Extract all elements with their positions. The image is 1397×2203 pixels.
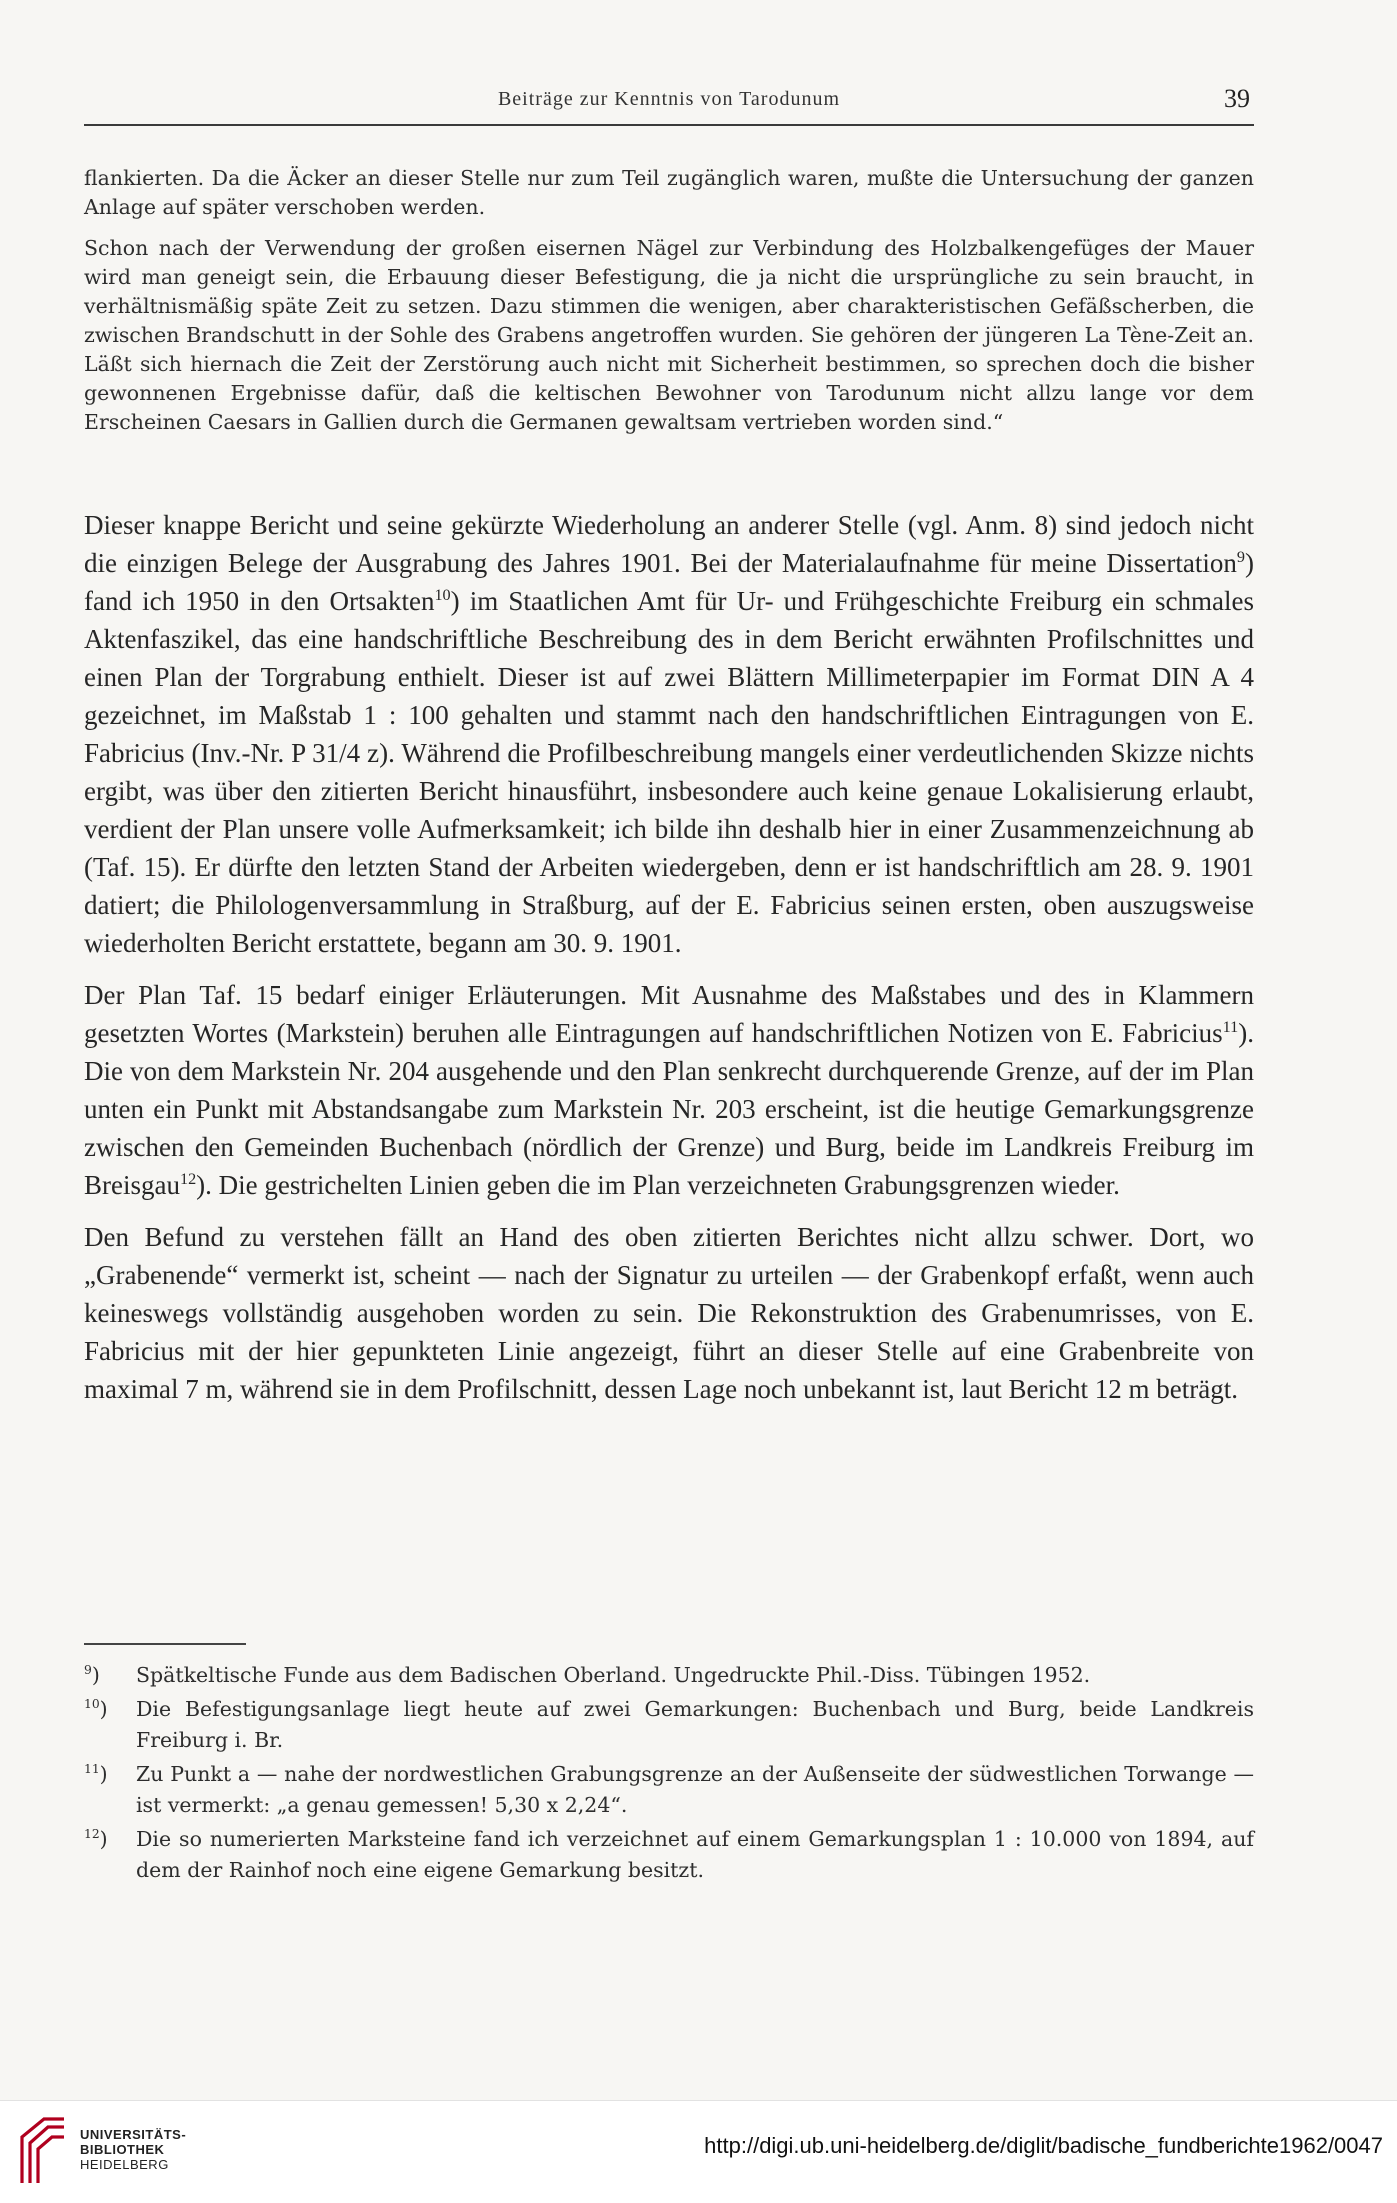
- body-text-run: Der Plan Taf. 15 bedarf einiger Erläuterungen. Mit Ausnahme des Maßstabes und des in Klammern gesetzten Wortes (Markstein) beruhen alle Eintragungen auf handschriftlichen Notizen von E. Fabricius: [84, 980, 1254, 1048]
- footnote-ref-9[interactable]: 9: [1236, 548, 1245, 566]
- footnote-text: Die Befestigungsanlage liegt heute auf zwei Gemarkungen: Buchenbach und Burg, beide Landkreis Freiburg i. Br.: [136, 1697, 1254, 1752]
- library-name-line: HEIDELBERG: [80, 2157, 169, 2172]
- body-text-run: ). Die von dem Markstein Nr. 204 ausgehende und den Plan senkrecht durchquerende Grenze, auf der im Plan unten ein Punkt mit Abstandsangabe zum Markstein Nr. 203 erscheint, ist die heutige Gemarkungsgrenze zwischen den Gemeinden Buchenbach (nördlich der Grenze) und Burg, beide im Landkreis Freiburg im Breisgau: [84, 1018, 1254, 1200]
- body-text-run: ). Die gestrichelten Linien geben die im Plan verzeichneten Grabungsgrenzen wieder.: [196, 1170, 1120, 1200]
- body-text-run: ) fand ich 1950 in den Ortsakten: [84, 548, 1254, 616]
- library-footer: [0, 2100, 1397, 2203]
- library-name: [80, 2127, 186, 2172]
- footnote-marker: $^{10}$): [84, 1697, 108, 1721]
- body-paragraph-1: [84, 506, 1254, 962]
- source-url-link[interactable]: http://digi.ub.uni-heidelberg.de/diglit/badische_fundberichte1962/0047: [704, 2133, 1383, 2158]
- library-logo-icon[interactable]: [18, 2115, 68, 2187]
- running-title: Beiträge zur Kenntnis von Tarodunum: [497, 88, 841, 110]
- main-text: [84, 506, 1254, 1422]
- footnote: [84, 1759, 1254, 1821]
- footnote-ref-12[interactable]: 12: [179, 1170, 197, 1188]
- footnote-marker: $^9$): [84, 1663, 100, 1687]
- body-paragraph-2: [84, 976, 1254, 1204]
- footnote-marker: $^{11}$): [84, 1762, 108, 1786]
- footnote: [84, 1660, 1254, 1691]
- quote-paragraph-2: Schon nach der Verwendung der großen eisernen Nägel zur Verbindung des Holzbalkengefüges der Mauer wird man geneigt sein, die Erbauung dieser Befestigung, die ja nicht die ursprüngliche zu sein braucht, in verhältnismäßig späte Zeit zu setzen. Dazu stimmen die wenigen, aber charakteristischen Gefäßscherben, die zwischen Brandschutt in der Sohle des Grabens angetroffen wurden. Sie gehören der jüngeren La Tène-Zeit an. Läßt sich hiernach die Zeit der Zerstörung auch nicht mit Sicherheit bestimmen, so sprechen doch die bisher gewonnenen Ergebnisse dafür, daß die keltischen Bewohner von Tarodunum nicht allzu lange vor dem Erscheinen Caesars in Gallien durch die Germanen gewaltsam vertrieben worden sind.“: [84, 236, 1254, 434]
- quote-paragraph-1: flankierten. Da die Äcker an dieser Stelle nur zum Teil zugänglich waren, mußte die Untersuchung der ganzen Anlage auf später verschoben werden.: [84, 166, 1254, 219]
- footnote: [84, 1694, 1254, 1756]
- footnote-divider: [84, 1643, 246, 1645]
- footnote: [84, 1824, 1254, 1886]
- running-head: [84, 80, 1254, 126]
- footnote-text: Zu Punkt a — nahe der nordwestlichen Grabungsgrenze an der Außenseite der südwestlichen Torwange — ist vermerkt: „a genau gemessen! 5,30 x 2,24“.: [136, 1762, 1254, 1817]
- body-paragraph-3: Den Befund zu verstehen fällt an Hand des oben zitierten Berichtes nicht allzu schwer. Dort, wo „Grabenende“ vermerkt ist, scheint — nach der Signatur zu urteilen — der Grabenkopf erfaßt, wenn auch keineswegs vollständig ausgehoben worden zu sein. Die Rekonstruktion des Grabenumrisses, von E. Fabricius mit der hier gepunkteten Linie angezeigt, führt an dieser Stelle auf eine Grabenbreite von maximal 7 m, während sie in dem Profilschnitt, dessen Lage noch unbekannt ist, laut Bericht 12 m beträgt.: [84, 1222, 1254, 1404]
- body-text-run: Dieser knappe Bericht und seine gekürzte Wiederholung an anderer Stelle (vgl. Anm. 8) sind jedoch nicht die einzigen Belege der Ausgrabung des Jahres 1901. Bei der Materialaufnahme für meine Dissertation: [84, 510, 1254, 578]
- footnote-ref-11[interactable]: 11: [1222, 1018, 1239, 1036]
- library-name-line: UNIVERSITÄTS-: [80, 2127, 187, 2142]
- footnote-text: Die so numerierten Marksteine fand ich verzeichnet auf einem Gemarkungsplan 1 : 10.000 von 1894, auf dem der Rainhof noch eine eigene Gemarkung besitzt.: [136, 1827, 1254, 1882]
- page-number: 39: [1224, 84, 1250, 113]
- quoted-report: [84, 164, 1254, 449]
- footnote-marker: $^{12}$): [84, 1827, 108, 1851]
- footnote-ref-10[interactable]: 10: [434, 586, 451, 604]
- footnote-text: Spätkeltische Funde aus dem Badischen Oberland. Ungedruckte Phil.-Diss. Tübingen 1952.: [136, 1663, 1091, 1687]
- footnotes: [84, 1660, 1254, 1889]
- library-name-line: BIBLIOTHEK: [80, 2142, 165, 2157]
- body-text-run: ) im Staatlichen Amt für Ur- und Frühgeschichte Freiburg ein schmales Aktenfaszikel, das eine handschriftliche Beschreibung des in dem Bericht erwähnten Profilschnittes und einen Plan der Torgrabung enthielt. Dieser ist auf zwei Blättern Millimeterpapier im Format DIN A 4 gezeichnet, im Maßstab 1 : 100 gehalten und stammt nach den handschriftlichen Eintragungen von E. Fabricius (Inv.-Nr. P 31/4 z). Während die Profilbeschreibung mangels einer verdeutlichenden Skizze nichts ergibt, was über den zitierten Bericht hinausführt, insbesondere auch keine genaue Lokalisierung erlaubt, verdient der Plan unsere volle Aufmerksamkeit; ich bilde ihn deshalb hier in einer Zusammenzeichnung ab (Taf. 15). Er dürfte den letzten Stand der Arbeiten wiedergeben, denn er ist handschriftlich am 28. 9. 1901 datiert; die Philologenversammlung in Straßburg, auf der E. Fabricius seinen ersten, oben auszugsweise wiederholten Bericht erstattete, begann am 30. 9. 1901.: [84, 586, 1254, 958]
